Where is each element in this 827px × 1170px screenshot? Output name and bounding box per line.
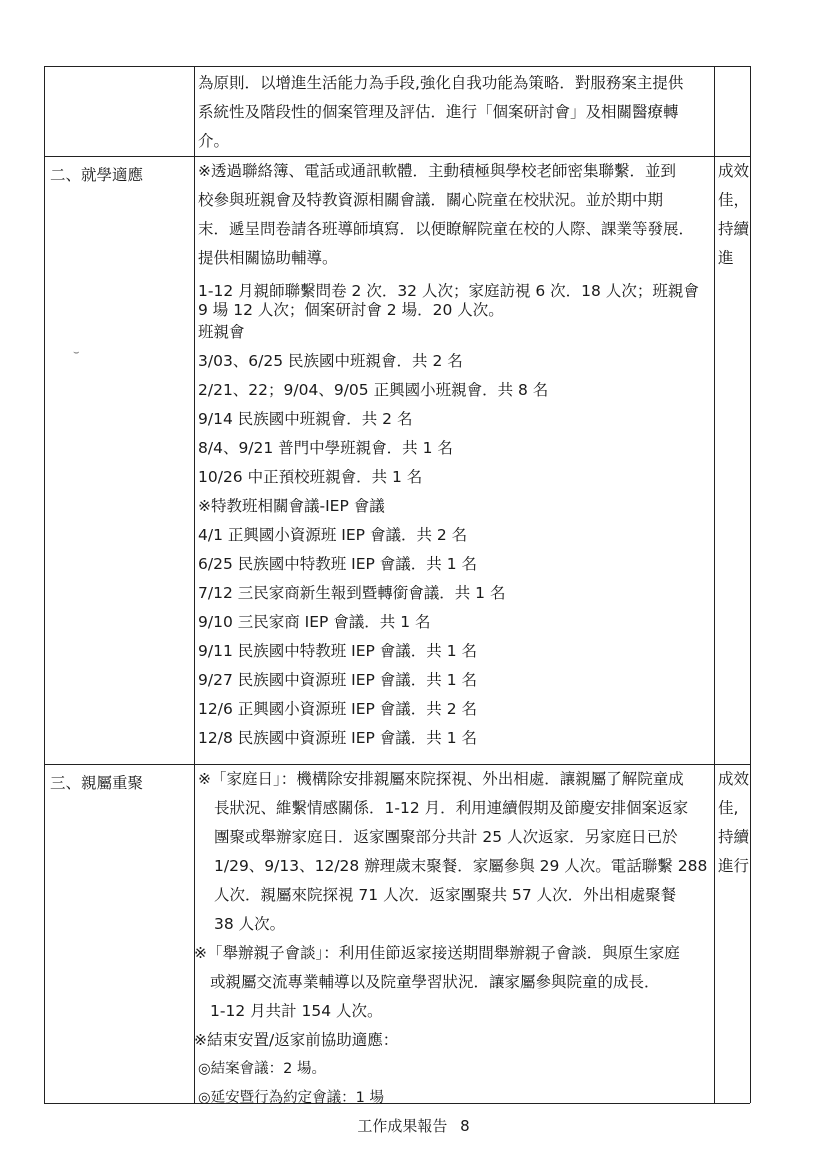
section2-result <box>718 157 749 273</box>
text-line: 1-12 月親師聯繫問卷 2 次．32 人次；家庭訪視 6 次．18 人次；班親會 <box>198 282 699 300</box>
text-line: ※透過聯絡簿、電話或通訊軟體．主動積極與學校老師密集聯繫．並到 <box>198 162 676 180</box>
list-item: 9/10 三民家商 IEP 會議．共 1 名 <box>198 613 431 631</box>
text-line: 團聚或舉辦家庭日．返家團聚部分共計 25 人次返家．另家庭日已於 <box>214 828 678 846</box>
text-line: ※「舉辦親子會談」：利用佳節返家接送期間舉辦親子會談．與原生家庭 <box>194 944 680 962</box>
table-left-border <box>44 66 45 1103</box>
section3-family-day <box>198 765 707 939</box>
text-line: 介。 <box>198 132 230 150</box>
class-meeting-heading: 班親會 <box>198 323 245 341</box>
text-line: 或親屬交流專業輔導以及院童學習狀況．讓家屬參與院童的成長． <box>210 973 660 991</box>
section3-result <box>718 765 749 881</box>
text-line: 1-12 月共計 154 人次。 <box>210 1002 383 1020</box>
list-item: 4/1 正興國小資源班 IEP 會議．共 2 名 <box>198 526 468 544</box>
section2-stats <box>198 282 699 320</box>
list-item: ◎結案會議：2 場。 <box>198 1061 326 1077</box>
text-line: 9 場 12 人次；個案研討會 2 場．20 人次。 <box>198 301 504 319</box>
list-item: 9/14 民族國中班親會．共 2 名 <box>198 410 413 428</box>
section2-category: 二、就學適應 <box>50 166 144 184</box>
closure-heading: ※結束安置/返家前協助適應： <box>194 1031 399 1049</box>
list-item: ◎延安暨行為約定會議：1 場 <box>198 1090 384 1106</box>
text-line: 為原則．以增進生活能力為手段,強化自我功能為策略．對服務案主提供 <box>198 74 684 92</box>
column-divider-2 <box>714 66 715 1103</box>
text-line: 系統性及階段性的個案管理及評估．進行「個案研討會」及相關醫療轉 <box>198 103 679 121</box>
list-item: 9/11 民族國中特教班 IEP 會議．共 1 名 <box>198 642 478 660</box>
result-line: 成效 <box>718 162 750 180</box>
section3-category: 三、親屬重聚 <box>50 774 144 792</box>
section2-intro <box>198 157 694 273</box>
result-line: 佳， <box>718 191 750 209</box>
list-item: 6/25 民族國中特教班 IEP 會議．共 1 名 <box>198 555 478 573</box>
text-line: 校參與班親會及特教資源相關會議．關心院童在校狀況。並於期中期 <box>198 191 664 209</box>
text-line: 人次．親屬來院探視 71 人次．返家團聚共 57 人次．外出相處聚餐 <box>214 886 677 904</box>
section2-list <box>198 318 548 753</box>
text-line: 1/29、9/13、12/28 辦理歲末聚餐．家屬參與 29 人次。電話聯繫 288 <box>214 857 708 875</box>
stray-mark: ⌣ <box>73 347 80 358</box>
text-line: 長狀況、維繫情感關係．1-12 月．利用連續假期及節慶安排個案返家 <box>214 799 689 817</box>
list-item: 12/6 正興國小資源班 IEP 會議．共 2 名 <box>198 700 478 718</box>
page-footer <box>0 1115 827 1136</box>
text-line: 提供相關協助輔導。 <box>198 249 338 267</box>
text-line: 38 人次。 <box>214 915 286 933</box>
list-item: 3/03、6/25 民族國中班親會．共 2 名 <box>198 352 463 370</box>
iep-heading: ※特教班相關會議-IEP 會議 <box>198 497 385 515</box>
list-item: 10/26 中正預校班親會．共 1 名 <box>198 468 423 486</box>
table-right-border <box>750 66 751 1103</box>
list-item: 7/12 三民家商新生報到暨轉銜會議．共 1 名 <box>198 584 506 602</box>
list-item: 2/21、22；9/04、9/05 正興國小班親會．共 8 名 <box>198 381 549 399</box>
result-line: 成效 <box>718 770 750 788</box>
top-section-text <box>198 69 683 156</box>
list-item: 8/4、9/21 普門中學班親會．共 1 名 <box>198 439 453 457</box>
result-line: 進 <box>718 249 734 267</box>
result-line: 佳, <box>718 799 739 817</box>
footer-label: 工作成果報告 <box>357 1117 448 1135</box>
page-number: 8 <box>460 1117 470 1135</box>
result-line: 持續 <box>718 828 750 846</box>
list-item: 9/27 民族國中資源班 IEP 會議．共 1 名 <box>198 671 478 689</box>
result-line: 進行 <box>718 857 750 875</box>
text-line: 末．遞呈問卷請各班導師填寫．以便瞭解院童在校的人際、課業等發展． <box>198 220 695 238</box>
section3-parent-talk <box>194 939 680 1026</box>
section3-closure <box>194 1026 398 1113</box>
list-item: 12/8 民族國中資源班 IEP 會議．共 1 名 <box>198 729 478 747</box>
result-line: 持續 <box>718 220 750 238</box>
table-top-border <box>44 66 750 67</box>
text-line: ※「家庭日」：機構除安排親屬來院探視、外出相處．讓親屬了解院童成 <box>198 770 684 788</box>
